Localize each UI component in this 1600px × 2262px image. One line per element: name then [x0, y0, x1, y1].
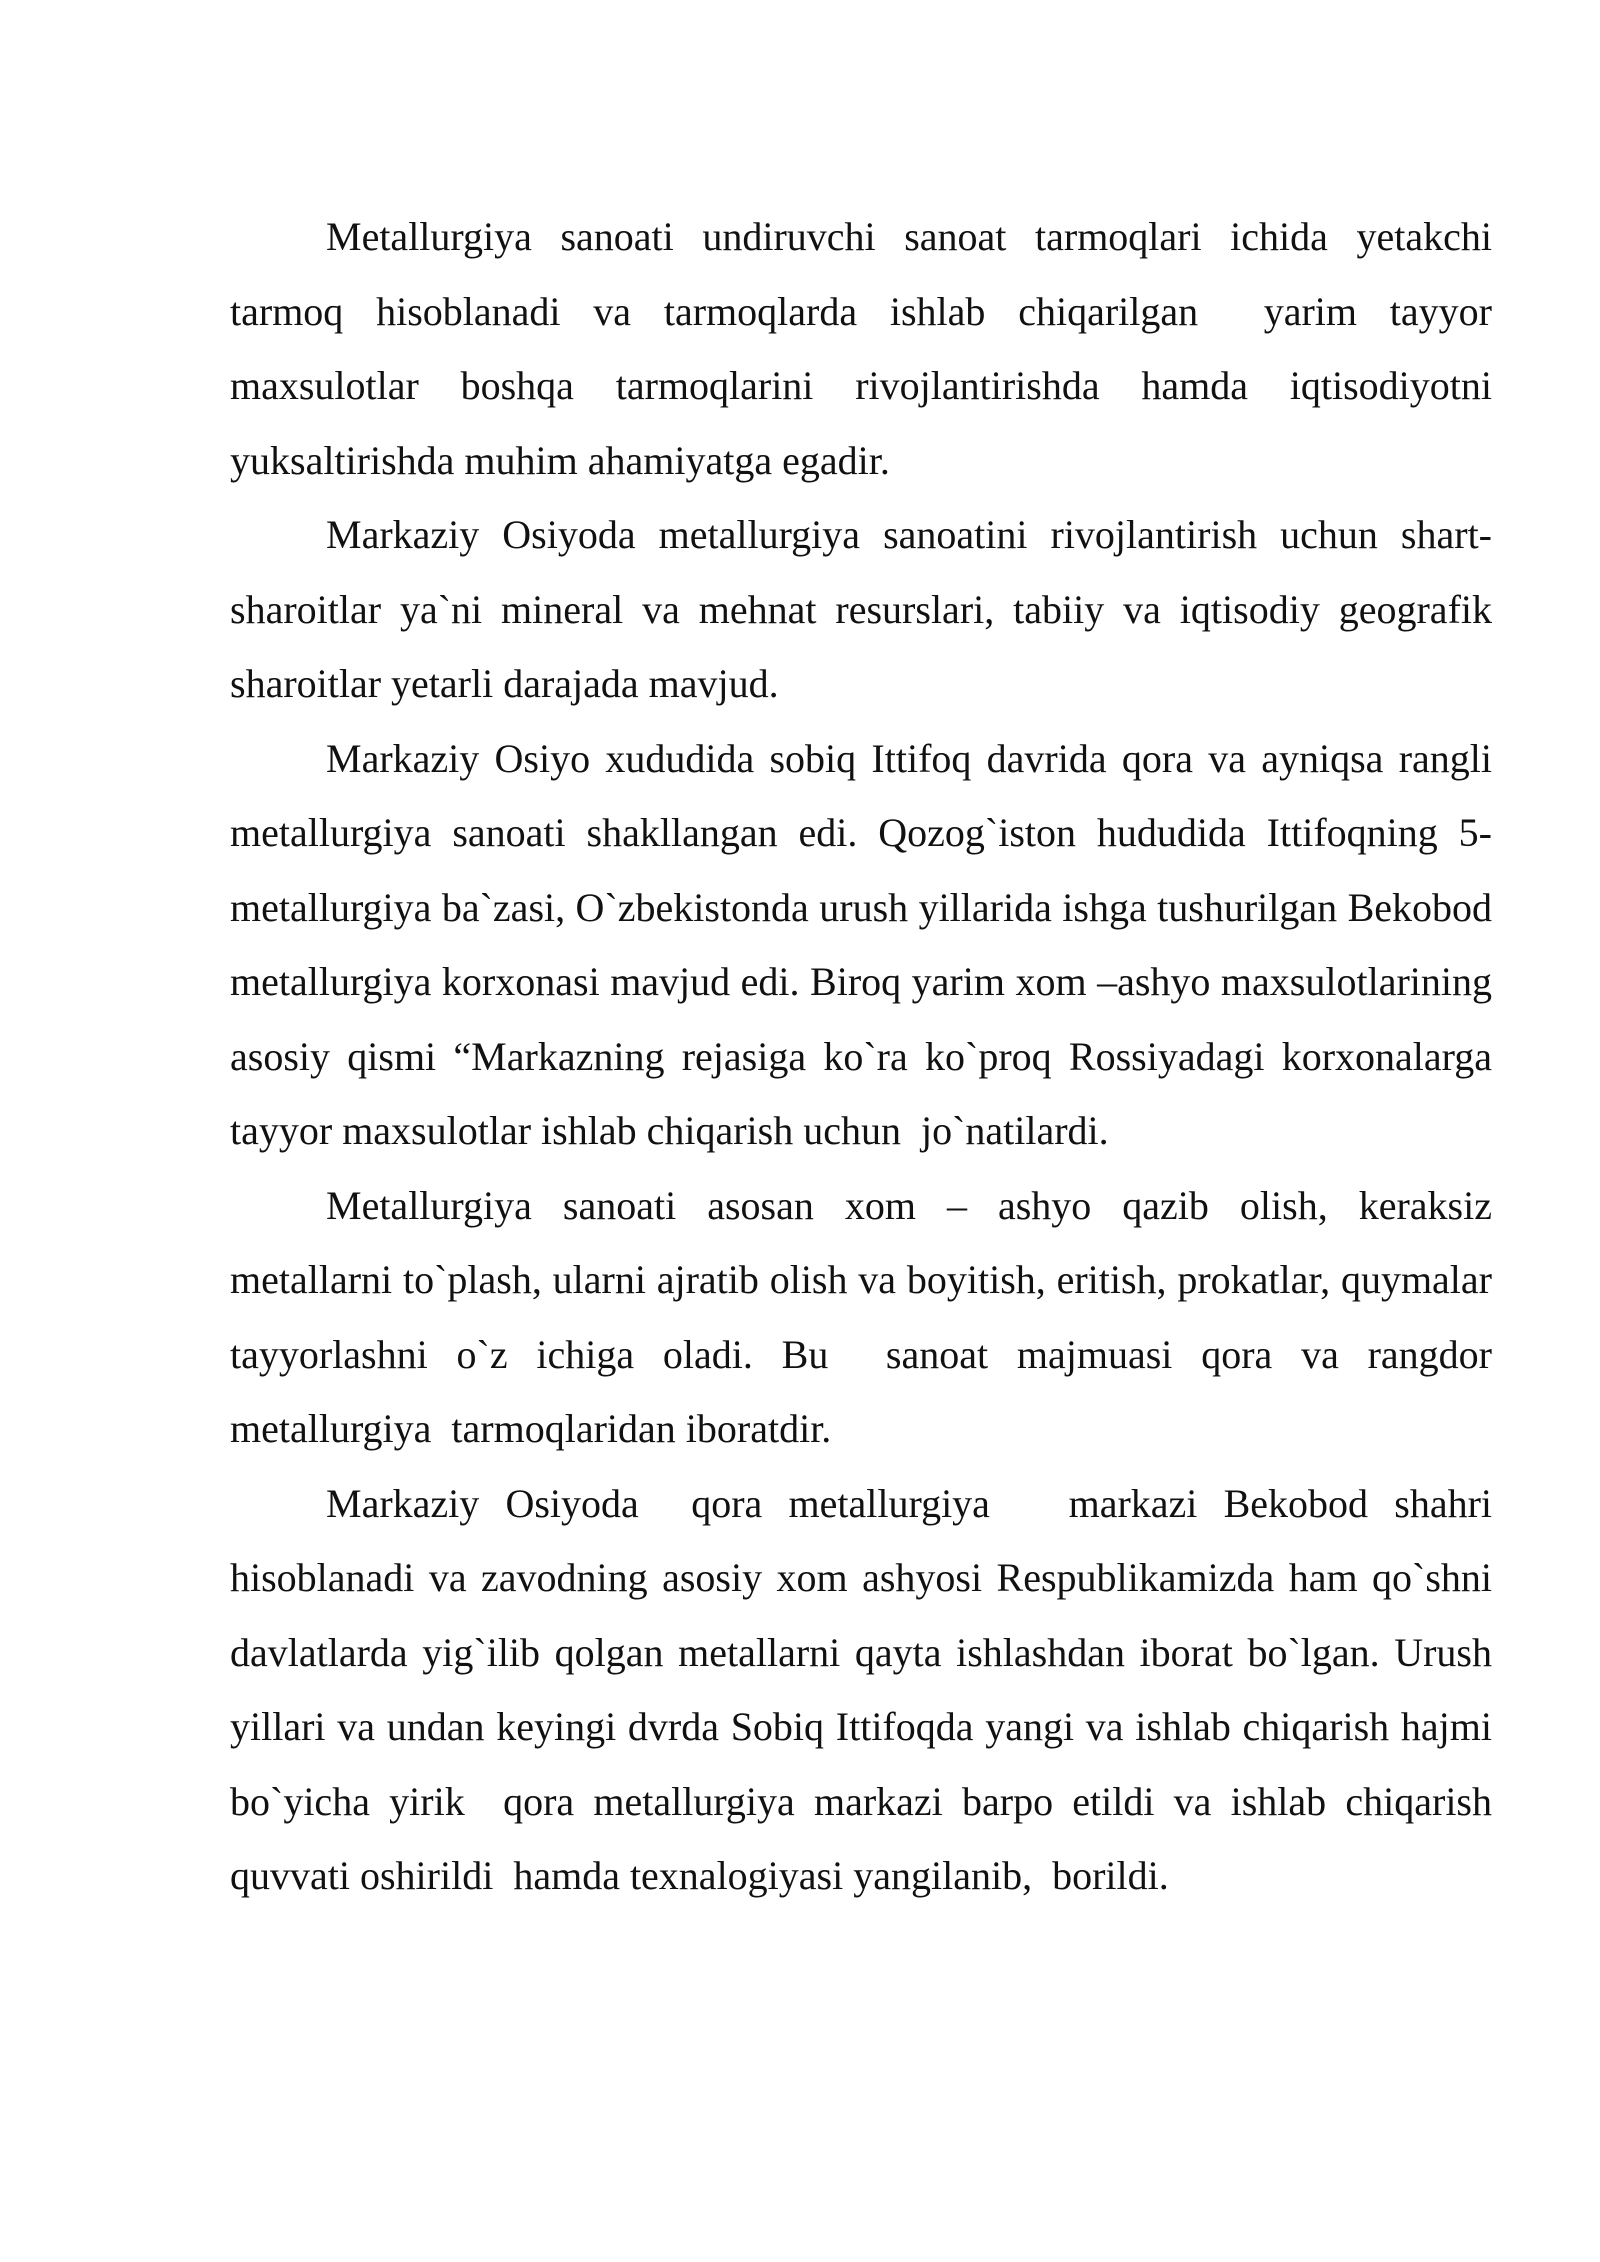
paragraph-1: Metallurgiya sanoati undiruvchi sanoat tarmoqlari ichida yetakchi tarmoq hisoblanadi va tarmoqlarda ishlab chiqarilgan yarim tayyor maxsulotlar boshqa tarmoqlarini rivojlantirishda hamda iqtisodiyotni yuksaltirishda muhim ahamiyatga egadir.: [230, 214, 1502, 483]
paragraph-2: Markaziy Osiyoda metallurgiya sanoatini rivojlantirish uchun shart-sharoitlar ya`ni mineral va mehnat resurslari, tabiiy va iqtisodiy geografik sharoitlar yetarli darajada mavjud.: [230, 512, 1502, 706]
paragraph-5: Markaziy Osiyoda qora metallurgiya markazi Bekobod shahri hisoblanadi va zavodning asosiy xom ashyosi Respublikamizda ham qo`shni davlatlarda yig`ilib qolgan metallarni qayta ishlashdan iborat bo`lgan. Urush yillari va undan keyingi dvrda Sobiq Ittifoqda yangi va ishlab chiqarish hajmi bo`yicha yirik qora metallurgiya markazi barpo etildi va ishlab chiqarish quvvati oshirildi hamda texnalogiyasi yangilanib, borildi.: [230, 1480, 1502, 1898]
paragraph-4: Metallurgiya sanoati asosan xom – ashyo qazib olish, keraksiz metallarni to`plash, ularni ajratib olish va boyitish, eritish, prokatlar, quymalar tayyorlashni o`z ichiga oladi. Bu sanoat majmuasi qora va rangdor metallurgiya tarmoqlaridan iboratdir.: [230, 1182, 1502, 1451]
document-body: [230, 200, 1502, 1914]
paragraph-3: Markaziy Osiyo xududida sobiq Ittifoq davrida qora va ayniqsa rangli metallurgiya sanoati shakllangan edi. Qozog`iston hududida Ittifoqning 5- metallurgiya ba`zasi, O`zbekistonda urush yillarida ishga tushurilgan Bekobod metallurgiya korxonasi mavjud edi. Biroq yarim xom –ashyo maxsulotlarining asosiy qismi “Markazning rejasiga ko`ra ko`proq Rossiyadagi korxonalarga tayyor maxsulotlar ishlab chiqarish uchun jo`natilardi.: [230, 735, 1502, 1153]
